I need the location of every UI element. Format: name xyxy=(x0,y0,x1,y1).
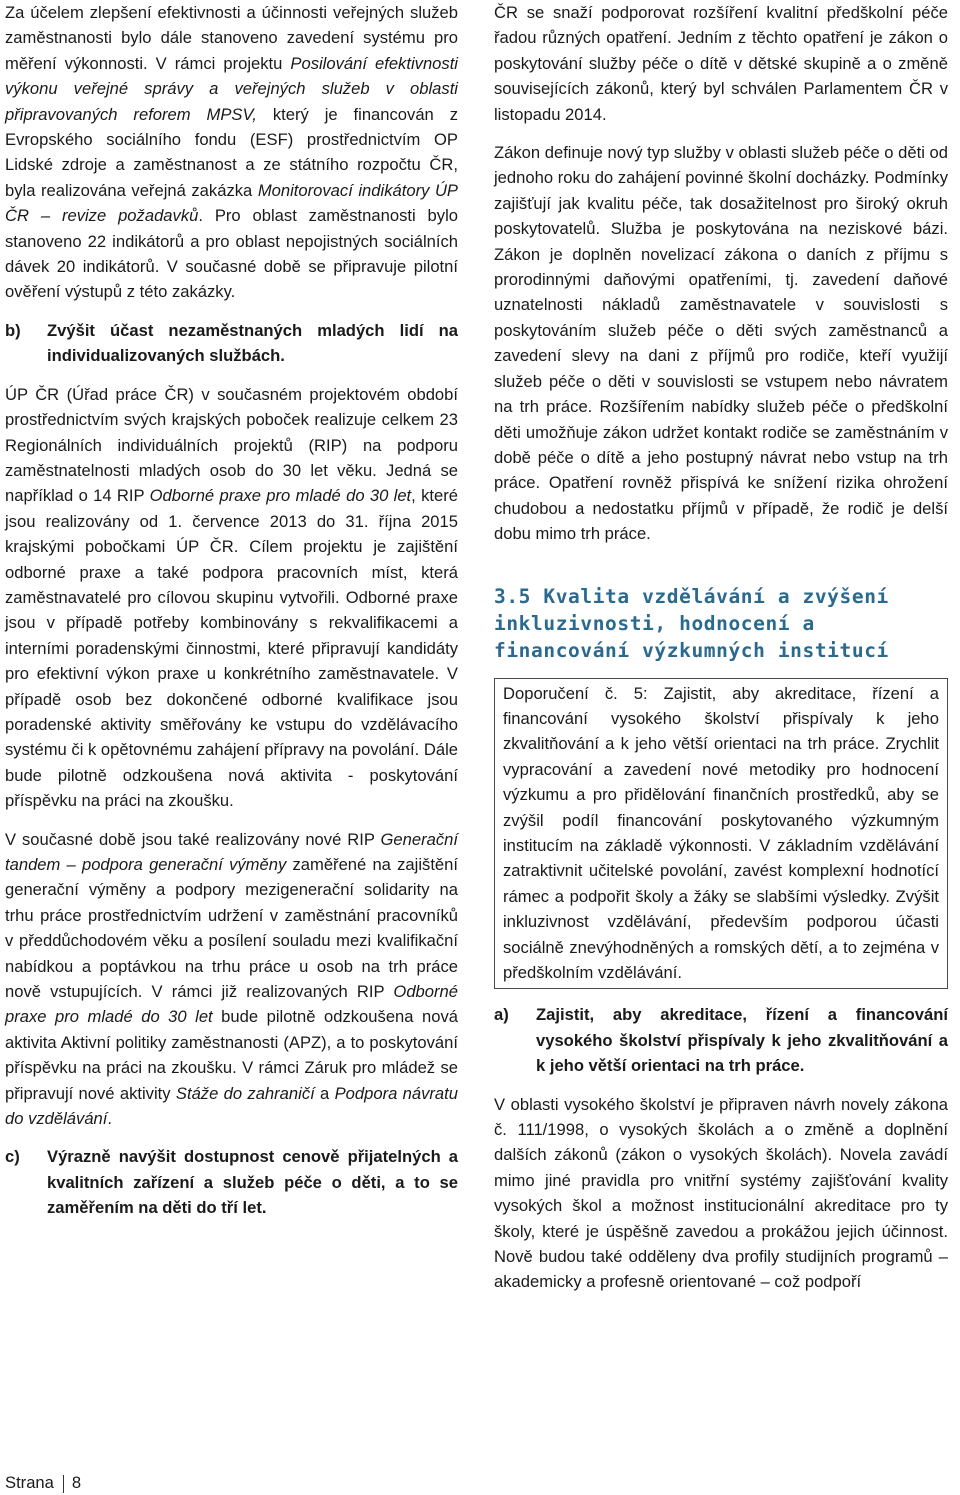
section-heading: 3.5 Kvalita vzdělávání a zvýšení inkluzivnosti, hodnocení a financování výzkumných institucí xyxy=(494,584,889,662)
footer-divider xyxy=(63,1475,64,1493)
activity-title: Podpora návratu do vzdělávání xyxy=(5,1083,458,1129)
text: , které jsou realizovány od 1. července 2013 do 31. října 2015 krajskými pobočkami ÚP ČR. Cílem projektu je zajištění odborné praxe a také podpora pracovních míst, která zaměstnavatelé pro cílovou skupinu vytvořili. Odborné praxe jsou v případě potřeby kombinovány s rekvalifikacemi a interními poradenskými činnostmi, které připravují kandidáty pro efektivní výkon praxe u konkrétního zaměstnavatele. V případě osob bez dokončené odborné kvalifikace jsou poradenské aktivity směřovány ke vstupu do vzdělávacího systému či k opětovnému zahájení přípravy na povolání. Dále bude pilotně odzkoušena nová aktivita - poskytování příspěvku na práci na zkoušku. xyxy=(5,486,458,811)
recommendation-box xyxy=(494,678,948,990)
page-number: 8 xyxy=(71,1473,82,1492)
list-label: c) xyxy=(5,1147,20,1167)
recommendation-text: Doporučení č. 5: Zajistit, aby akreditace, řízení a financování vysokého školství přispívaly k jeho zkvalitňování a k jeho větší orientaci na trh práce. Zrychlit vypracování a zavedení nové metodiky pro hodnocení výzkumu a pro přidělování finančních prostředků, aby se zvýšil podíl financování poskytovaného výzkumným institucím na základě výkonnosti. V základním vzdělávání zatraktivnit učitelské povolání, zavést komplexní hodnotící rámec a podpořit školy a žáky se slabšími výsledky. Zvýšit inkluzivnost vzdělávání, především podporou účasti sociálně znevýhodněných a romských dětí, a to zejména v předškolním vzdělávání. xyxy=(503,683,939,982)
project-title: Odborné praxe pro mladé do 30 let xyxy=(149,486,412,506)
paragraph-rip-projects xyxy=(5,382,458,814)
activity-title: Stáže do zahraničí xyxy=(175,1083,315,1103)
text: který je financován z Evropského sociálního fondu (ESF) prostřednictvím OP Lidské zdroje a zaměstnanost a ze státního rozpočtu ČR, byla realizována veřejná zakázka xyxy=(5,104,458,200)
text: . xyxy=(107,1109,113,1129)
paragraph-childcare-law: Zákon definuje nový typ služby v oblasti služeb péče o děti od jednoho roku do zahájení povinné školní docházky. Podmínky zajišťují jak kvalitu péče, tak dosažitelnost pro široký okruh poskytovatelů. Služba je poskytována na neziskové bázi. Zákon je doplněn novelizací zákona o daních z příjmu s prorodinnými daňovými opatřeními, tj. zavedení daňové uznatelnosti nákladů zaměstnavatele v souvislosti s poskytováním služeb péče o děti svých zaměstnanců a zavedení slevy na dani z příjmů pro rodiče, kteří využijí služeb péče o děti v souvislosti se vstupem nebo návratem na trh práce. Rozšířením nabídky služeb péče o předškolní děti umožňuje zákon udržet kontakt rodiče se zaměstnáním v době péče o dítě a jeho postupný návrat nebo vstup na trh práce. Opatření rovněž přispívá ke snížení rizika ohrožení chudobou a nedostatku příjmů v případě, že rodič je delší dobu mimo trh práce. xyxy=(494,143,948,544)
text: a xyxy=(314,1083,335,1103)
paragraph-preschool-care: ČR se snaží podporovat rozšíření kvalitní předškolní péče řadou různých opatření. Jedním z těchto opatření je zákon o poskytování služby péče o dítě v dětské skupině a o změně souvisejících zákonů, který byl schválen Parlamentem ČR v listopadu 2014. xyxy=(494,3,948,124)
list-heading: Výrazně navýšit dostupnost cenově přijatelných a kvalitních zařízení a služeb péče o děti, a to se zaměřením na děti do tří let. xyxy=(47,1147,458,1218)
list-item-b xyxy=(5,318,458,369)
list-item-c xyxy=(5,1144,458,1220)
project-title: Odborné praxe pro mladé do 30 let xyxy=(5,982,458,1027)
list-label: b) xyxy=(5,320,21,340)
project-title: Generační tandem – podpora generační výměny xyxy=(5,829,458,874)
text: bude pilotně odzkoušena nová aktivita Aktivní politiky zaměstnanosti (APZ), a to poskytování příspěvku na práci na zkoušku. V rámci Záruk pro mládež se připravují nové aktivity xyxy=(5,1007,458,1103)
left-column xyxy=(5,0,458,1221)
text: Za účelem zlepšení efektivnosti a účinnosti veřejných služeb zaměstnanosti bylo dále stanoveno zavedení systému pro měření výkonnosti. V rámci projektu xyxy=(5,3,458,73)
page-label: Strana xyxy=(5,1473,54,1492)
list-heading: Zvýšit účast nezaměstnaných mladých lidí na individualizovaných službách. xyxy=(47,320,458,366)
project-title: Posilování efektivnosti výkonu veřejné správy a veřejných služeb v oblasti připravovaných reforem MPSV, xyxy=(5,53,458,124)
paragraph-performance-measurement xyxy=(5,0,458,305)
text: V současné době jsou také realizovány nové RIP xyxy=(5,829,381,849)
contract-title: Monitorovací indikátory ÚP ČR – revize požadavků xyxy=(5,180,458,226)
page-footer xyxy=(5,1470,81,1495)
paragraph-generation-tandem xyxy=(5,827,458,1132)
list-label: a) xyxy=(494,1005,509,1025)
right-column xyxy=(494,0,948,1295)
list-heading: Zajistit, aby akreditace, řízení a financování vysokého školství přispívaly k jeho zkvalitňování a k jeho větší orientaci na trh práce. xyxy=(536,1005,948,1076)
text: zaměřené na zajištění generační výměny a podpory mezigenerační solidarity na trhu práce prostřednictvím udržení v zaměstnání pracovníků v předdůchodovém věku a posílení souladu mezi kvalifikační nabídkou a poptávkou na trhu práce u osob na trh práce nově vstupujících. V rámci již realizovaných RIP xyxy=(5,855,458,1002)
paragraph-higher-education: V oblasti vysokého školství je připraven návrh novely zákona č. 111/1998, o vysokých školách a o změně a doplnění dalších zákonů (zákon o vysokých školách). Novela zavádí mimo jiné pravidla pro vnitřní systémy zajišťování kvality vysokých škol a možnost institucionální akreditace pro ty školy, které je úspěšně zavedou a prokážou jejich účinnost. Nově budou také odděleny dva profily studijních programů – akademicky a profesně orientované – což podpoří xyxy=(494,1094,948,1292)
text: . Pro oblast zaměstnanosti bylo stanoveno 22 indikátorů a pro oblast nepojistných sociálních dávek 20 indikátorů. V současné době se připravuje pilotní ověření výstupů z této zakázky. xyxy=(5,206,458,302)
list-item-a xyxy=(494,1002,948,1078)
text: ÚP ČR (Úřad práce ČR) v současném projektovém období prostřednictvím svých krajských poboček realizuje celkem 23 Regionálních individuálních projektů (RIP) na podporu zaměstnatelnosti mladých osob do 30 let věku. Jedná se například o 14 RIP xyxy=(5,384,458,506)
